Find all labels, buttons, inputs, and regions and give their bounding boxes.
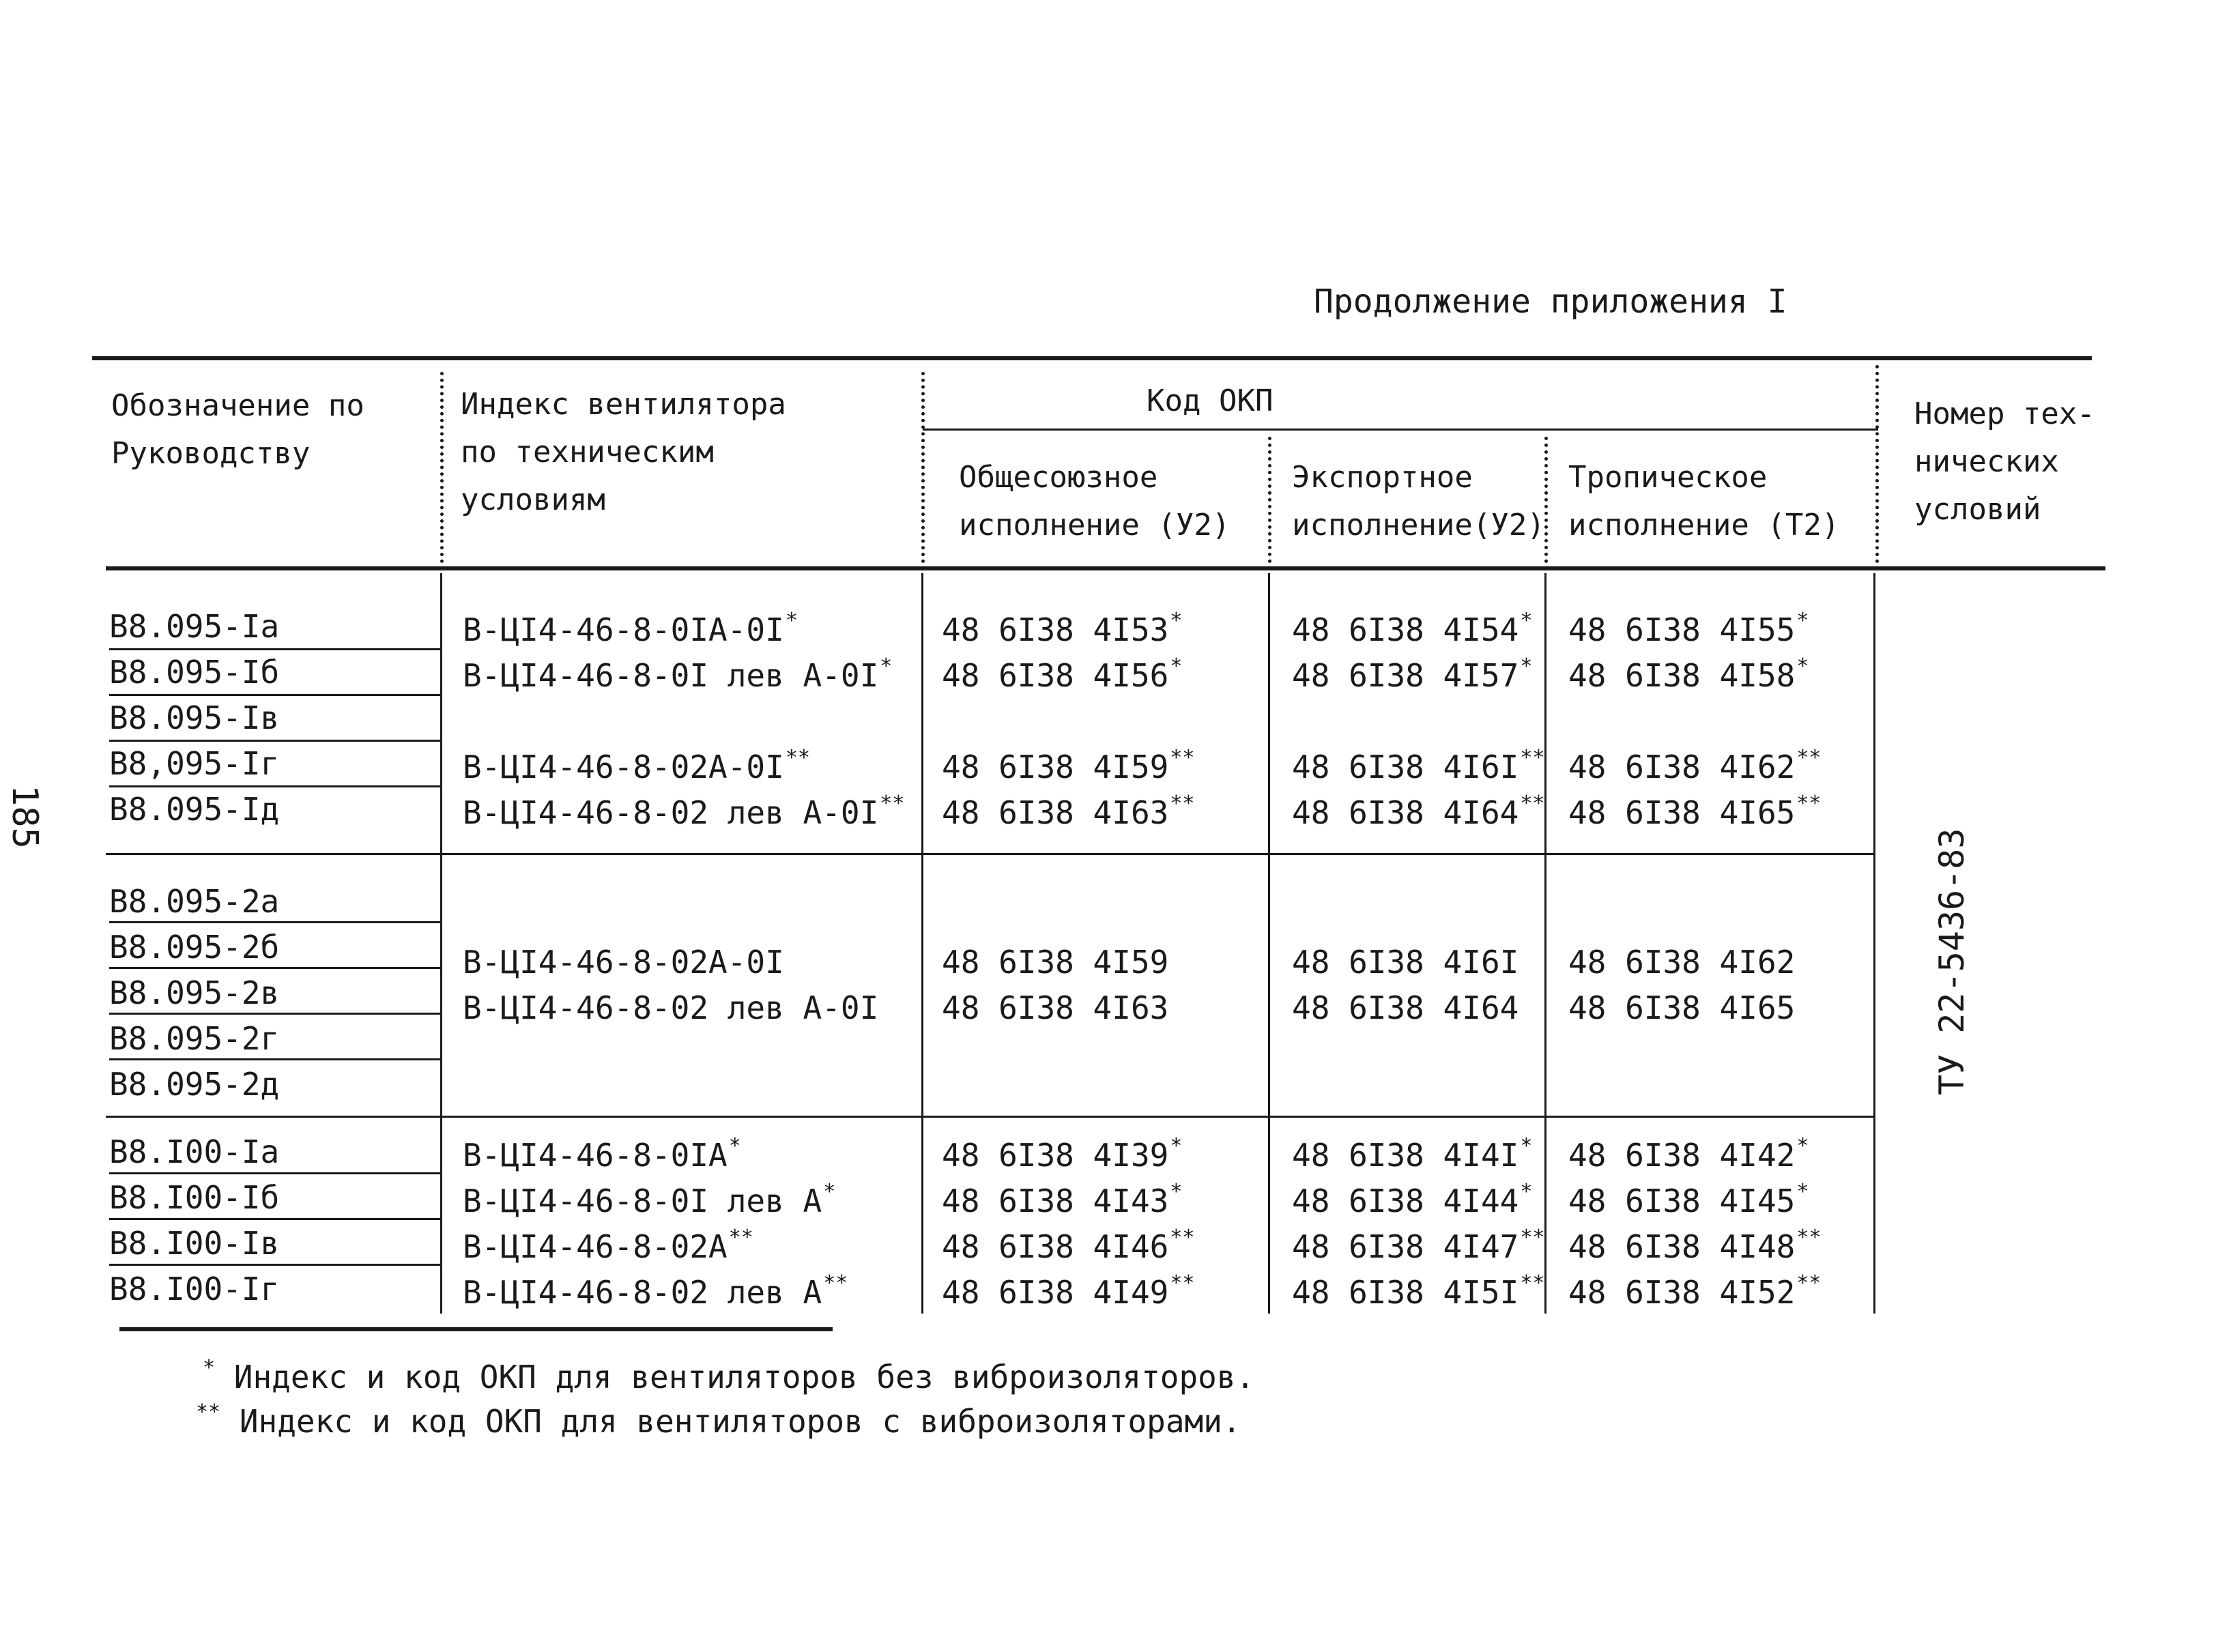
okp-tropic-cell: [1568, 1182, 1809, 1217]
footnote-mark: *: [1520, 1180, 1533, 1204]
okp-code: 48 6I38 4I43: [942, 1183, 1169, 1219]
okp-general-cell: [942, 1271, 1195, 1311]
fan-index-cell: [463, 1182, 835, 1217]
designation-rule: [109, 1172, 440, 1174]
designation-cell: В8.I00-Iб: [109, 1179, 280, 1216]
okp-tropic-cell: [1568, 1271, 1822, 1311]
header-designation-line: Руководству: [111, 436, 311, 471]
footnote-mark: *: [203, 1356, 216, 1380]
footnote-mark: **: [196, 1400, 221, 1424]
okp-subheader-rule: [923, 429, 1878, 431]
okp-code: 48 6I38 4I49: [942, 1274, 1169, 1311]
okp-code: 48 6I38 4I63: [942, 794, 1169, 831]
okp-code: 48 6I38 4I6I: [1292, 749, 1519, 785]
footnote-mark: **: [1170, 1226, 1195, 1249]
okp-tropic-cell: [1568, 654, 1809, 694]
designation-rule: [109, 648, 440, 650]
designation-rule: [109, 1013, 440, 1015]
footnote-mark: *: [1170, 1180, 1183, 1204]
header-fan-index-line: условиям: [461, 482, 605, 517]
fan-index-cell: [463, 944, 784, 981]
okp-code: 48 6I38 4I4I: [1292, 1137, 1519, 1174]
okp-code: 48 6I38 4I59: [942, 944, 1169, 981]
okp-export-cell: [1292, 1271, 1545, 1311]
designation-cell: В8.095-2в: [109, 974, 280, 1011]
okp-general-cell: [942, 792, 1195, 831]
footnote-mark: *: [1170, 1134, 1183, 1158]
designation-rule: [109, 785, 440, 787]
designation-rule: [109, 1058, 440, 1060]
footnote-mark: *: [728, 1134, 741, 1158]
okp-code: 48 6I38 4I63: [942, 989, 1169, 1026]
footnote-mark: *: [1796, 1134, 1809, 1158]
okp-general-cell: [942, 989, 1169, 1026]
header-okp-general-line: Общесоюзное: [959, 460, 1158, 495]
header-tu-line: Номер тех-: [1914, 396, 2095, 431]
header-divider-5: [1875, 365, 1879, 570]
fan-index-cell: [463, 748, 810, 783]
footnote-mark: **: [1796, 1271, 1822, 1295]
footnote-mark: *: [823, 1180, 836, 1204]
okp-code: 48 6I38 4I58: [1568, 657, 1796, 694]
continuation-title: Продолжение приложения I: [1314, 282, 1787, 321]
fan-index-text: В-ЦI4-46-8-02А-0I: [463, 749, 784, 785]
fan-index-cell: [463, 1134, 741, 1174]
footnote-mark: **: [1170, 792, 1195, 815]
designation-cell: В8.095-Iв: [109, 699, 280, 736]
designation-cell: В8.095-2д: [109, 1066, 280, 1103]
okp-code: 48 6I38 4I42: [1568, 1137, 1796, 1174]
designation-rule: [109, 1264, 440, 1266]
header-okp-tropic: [1568, 454, 1839, 549]
fan-index-cell: [463, 654, 893, 694]
okp-general-cell: [942, 1226, 1195, 1265]
footnote-mark: *: [880, 654, 893, 678]
header-designation: [111, 382, 364, 478]
footnote-mark: *: [1170, 609, 1183, 633]
fan-index-text: В-ЦI4-46-8-02 лев А-0I: [463, 989, 879, 1026]
group-separator-1: [106, 853, 1875, 855]
okp-code: 48 6I38 4I48: [1568, 1228, 1796, 1265]
body-divider-2: [921, 573, 923, 1314]
okp-general-cell: [942, 1182, 1182, 1217]
footnote-mark: *: [1796, 609, 1809, 633]
footnote-mark: **: [1796, 792, 1822, 815]
header-okp-tropic-line: Тропическое: [1568, 460, 1768, 495]
fan-index-cell: [463, 611, 798, 646]
okp-tropic-cell: [1568, 1226, 1822, 1265]
header-okp-export-line: Экспортное: [1292, 460, 1473, 495]
fan-index-cell: [463, 989, 879, 1026]
fan-index-cell: [463, 1226, 753, 1265]
designation-cell: В8.I00-Iа: [109, 1133, 280, 1170]
group-separator-2: [106, 1116, 1875, 1118]
footnote-mark: **: [823, 1271, 848, 1295]
footnote-mark: **: [1520, 746, 1545, 770]
okp-code: 48 6I38 4I45: [1568, 1183, 1796, 1219]
okp-export-cell: [1292, 748, 1544, 783]
footnote-mark: *: [1796, 654, 1809, 678]
footnote-mark: *: [1796, 1180, 1809, 1204]
footnote-mark: **: [1796, 1226, 1822, 1249]
okp-code: 48 6I38 4I46: [942, 1228, 1169, 1265]
okp-export-cell: [1292, 792, 1545, 831]
header-tu-line: нических: [1914, 444, 2059, 479]
body-divider-3: [1268, 573, 1270, 1314]
fan-index-text: В-ЦI4-46-8-02А: [463, 1228, 728, 1265]
footnote-text: Индекс и код ОКП для вентиляторов без виброизоляторов.: [233, 1359, 1255, 1395]
okp-code: 48 6I38 4I65: [1568, 989, 1796, 1026]
okp-export-cell: [1292, 989, 1519, 1026]
body-divider-5: [1873, 573, 1875, 1314]
okp-code: 48 6I38 4I44: [1292, 1183, 1519, 1219]
fan-index-text: В-ЦI4-46-8-0IА: [463, 1137, 728, 1174]
designation-rule: [109, 694, 440, 696]
designation-cell: В8,095-Iг: [109, 745, 280, 782]
tu-number: ТУ 22-5436-83: [1932, 828, 1972, 1095]
header-fan-index: [461, 381, 786, 524]
fan-index-text: В-ЦI4-46-8-0I лев А: [463, 1183, 822, 1219]
designation-rule: [109, 967, 440, 969]
footnote-mark: **: [1796, 746, 1822, 770]
header-bottom-rule: [106, 566, 2105, 570]
designation-cell: В8.095-2г: [109, 1020, 280, 1057]
okp-tropic-cell: [1568, 748, 1821, 783]
fan-index-text: В-ЦI4-46-8-02 лев А-0I: [463, 794, 879, 831]
designation-rule: [109, 1218, 440, 1220]
footnote-mark: *: [1170, 654, 1183, 678]
okp-tropic-cell: [1568, 1134, 1809, 1174]
okp-code: 48 6I38 4I6I: [1292, 944, 1519, 981]
table-top-rule: [92, 356, 2092, 360]
designation-cell: В8.095-Iд: [109, 791, 280, 828]
footnote-mark: **: [1520, 792, 1545, 815]
header-divider-3: [1268, 437, 1271, 570]
fan-index-cell: [463, 1271, 848, 1311]
okp-export-cell: [1292, 1182, 1532, 1217]
fan-index-text: В-ЦI4-46-8-0IА-0I: [463, 611, 784, 648]
header-okp: Код ОКП: [1147, 383, 1274, 418]
okp-export-cell: [1292, 611, 1532, 646]
okp-code: 48 6I38 4I59: [942, 749, 1169, 785]
okp-code: 48 6I38 4I64: [1292, 794, 1519, 831]
okp-code: 48 6I38 4I62: [1568, 944, 1796, 981]
header-tu-line: условий: [1914, 492, 2041, 527]
header-fan-index-line: по техническим: [461, 435, 714, 469]
footnote-mark: **: [1170, 1271, 1195, 1295]
footnote-mark: *: [1520, 609, 1533, 633]
designation-rule: [109, 740, 440, 742]
okp-code: 48 6I38 4I56: [942, 657, 1169, 694]
header-tu: [1914, 390, 2095, 534]
okp-code: 48 6I38 4I47: [1292, 1228, 1519, 1265]
table-bottom-rule: [119, 1327, 833, 1331]
designation-cell: В8.I00-Iг: [109, 1271, 280, 1307]
okp-code: 48 6I38 4I57: [1292, 657, 1519, 694]
header-divider-1: [440, 372, 444, 570]
page-number: 185: [4, 785, 45, 849]
footnote-1: [201, 1358, 1254, 1393]
footnote-mark: **: [880, 792, 905, 815]
header-okp-export-line: исполнение(У2): [1292, 508, 1545, 542]
footnote-mark: **: [1520, 1226, 1545, 1249]
footnote-mark: **: [728, 1226, 753, 1249]
body-divider-1: [440, 573, 442, 1314]
footnote-text: Индекс и код ОКП для вентиляторов с виброизоляторами.: [239, 1403, 1241, 1440]
footnote-mark: **: [1520, 1271, 1545, 1295]
footnote-mark: **: [1170, 746, 1195, 770]
okp-tropic-cell: [1568, 944, 1796, 981]
fan-index-cell: [463, 792, 905, 831]
okp-code: 48 6I38 4I55: [1568, 611, 1796, 648]
okp-export-cell: [1292, 1134, 1533, 1174]
okp-code: 48 6I38 4I53: [942, 611, 1169, 648]
footnote-2: [195, 1400, 1241, 1440]
fan-index-text: В-ЦI4-46-8-02 лев А: [463, 1274, 822, 1311]
header-designation-line: Обозначение по: [111, 388, 364, 423]
okp-code: 48 6I38 4I65: [1568, 794, 1796, 831]
footnote-mark: *: [1520, 1134, 1533, 1158]
footnote-mark: *: [785, 609, 798, 633]
body-divider-4: [1544, 573, 1546, 1314]
designation-cell: В8.095-2б: [109, 929, 280, 966]
designation-cell: В8.095-Iа: [109, 608, 280, 645]
header-okp-export: [1292, 454, 1545, 549]
okp-code: 48 6I38 4I52: [1568, 1274, 1796, 1311]
okp-tropic-cell: [1568, 989, 1796, 1026]
header-okp-general: [959, 454, 1230, 549]
designation-rule: [109, 921, 440, 923]
header-fan-index-line: Индекс вентилятора: [461, 387, 786, 422]
footnote-mark: *: [1520, 654, 1533, 678]
okp-export-cell: [1292, 654, 1533, 694]
okp-export-cell: [1292, 944, 1519, 981]
okp-export-cell: [1292, 1226, 1545, 1265]
okp-tropic-cell: [1568, 792, 1822, 831]
okp-general-cell: [942, 944, 1169, 981]
okp-code: 48 6I38 4I62: [1568, 749, 1796, 785]
okp-tropic-cell: [1568, 611, 1809, 646]
header-okp-general-line: исполнение (У2): [959, 508, 1231, 542]
okp-code: 48 6I38 4I64: [1292, 989, 1519, 1026]
okp-code: 48 6I38 4I5I: [1292, 1274, 1519, 1311]
okp-general-cell: [942, 1134, 1183, 1174]
header-divider-2: [921, 372, 925, 570]
okp-general-cell: [942, 654, 1183, 694]
fan-index-text: В-ЦI4-46-8-02А-0I: [463, 944, 784, 981]
designation-cell: В8.095-2а: [109, 883, 280, 920]
okp-code: 48 6I38 4I39: [942, 1137, 1169, 1174]
footnote-mark: **: [785, 746, 810, 770]
okp-general-cell: [942, 611, 1182, 646]
designation-cell: В8.095-Iб: [109, 654, 280, 691]
designation-cell: В8.I00-Iв: [109, 1225, 280, 1262]
fan-index-text: В-ЦI4-46-8-0I лев А-0I: [463, 657, 879, 694]
header-okp-tropic-line: исполнение (Т2): [1568, 508, 1840, 542]
okp-code: 48 6I38 4I54: [1292, 611, 1519, 648]
okp-general-cell: [942, 748, 1194, 783]
